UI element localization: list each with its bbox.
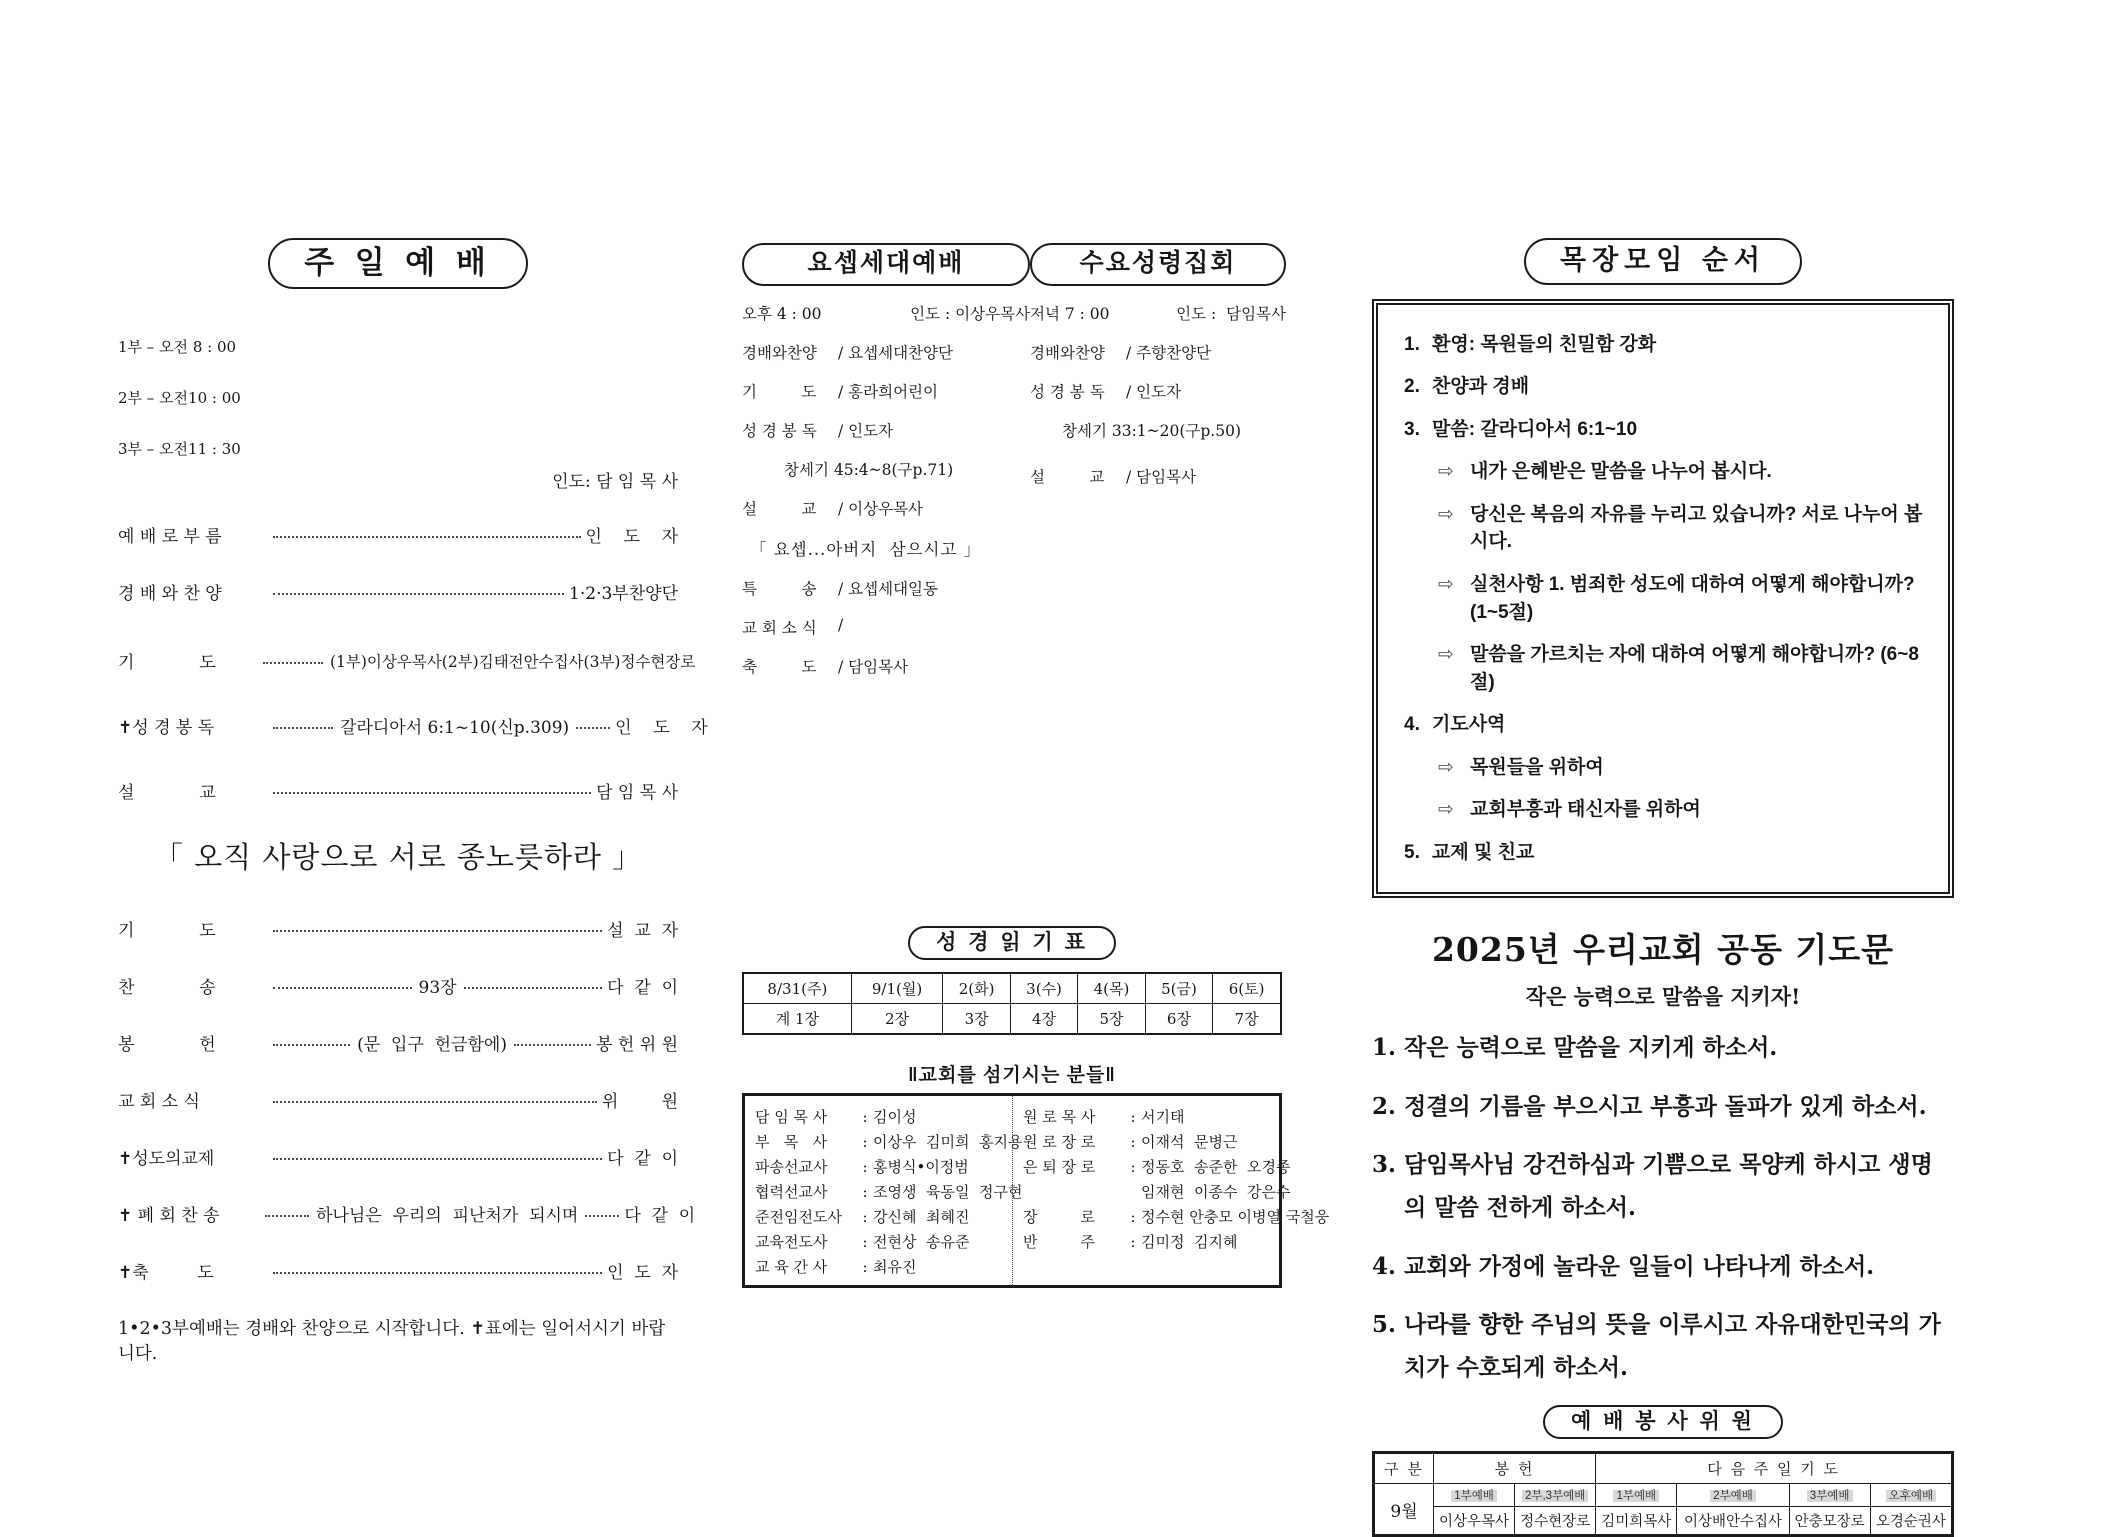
col-header: 다 음 주 일 기 도 [1596, 1453, 1953, 1484]
order-row [1030, 465, 1286, 487]
servant-names: 정수현 안충모 이병열 국철웅 [1141, 1208, 1330, 1226]
dotted-leader [273, 1158, 602, 1160]
order-label: 설 교 [118, 783, 216, 804]
item-text: 담임목사님 강건하심과 기쁨으로 목양케 하시고 생명의 말씀 전하게 하소서. [1404, 1151, 1933, 1221]
mokjang-order-box [1372, 299, 1954, 899]
order-right: 담 임 목 사 [596, 783, 678, 804]
order-label: ✝축 도 [118, 1263, 214, 1284]
servant-row [755, 1132, 1023, 1152]
item-text: 교회와 가정에 놀라운 일들이 나타나게 하소서. [1404, 1252, 1875, 1280]
service-time-2: 2부 – 오전10 : 00 [118, 389, 241, 408]
worship-committee-title: 예 배 봉 사 위 원 [1543, 1405, 1783, 1439]
committee-name: 오경순권사 [1870, 1507, 1952, 1536]
dotted-leader [273, 987, 412, 989]
servant-row [1023, 1132, 1271, 1152]
order-label: 설 교 [1030, 467, 1105, 486]
service-col-header: 오후예배 [1870, 1484, 1952, 1507]
servant-names: 임재현 이종수 강은수 [1141, 1183, 1291, 1201]
service-times [118, 305, 241, 492]
bible-reading-section [742, 926, 1282, 1035]
item-text: 환영: 목원들의 친밀함 강화 [1432, 333, 1657, 355]
reading-chapter: 3장 [943, 1004, 1010, 1035]
committee-name: 정수현장로 [1515, 1507, 1596, 1536]
order-label: 찬 송 [118, 978, 216, 999]
order-right: 다 같 이 [624, 1206, 696, 1227]
item-number: 4. [1372, 1252, 1397, 1280]
servant-names: 최유진 [873, 1258, 917, 1276]
item-text: 나라를 향한 주님의 뜻을 이루시고 자유대한민국의 가치가 수호되게 하소서. [1404, 1311, 1941, 1381]
mokjang-item [1404, 331, 1928, 359]
colon: : [862, 1158, 868, 1176]
reading-day: 2(화) [943, 973, 1010, 1004]
reading-chapter: 6장 [1145, 1004, 1212, 1035]
servant-role: 준전임전도사 [755, 1208, 842, 1226]
order-label: 예 배 로 부 름 [118, 527, 222, 548]
dotted-leader [273, 1044, 350, 1046]
worship-committee-table [1372, 1451, 1954, 1537]
reading-chapter: 7장 [1213, 1004, 1281, 1035]
wednesday-time: 저녁 7 : 00 [1030, 304, 1110, 323]
mokjang-item [1404, 711, 1928, 739]
servant-names: 김이성 [873, 1108, 917, 1126]
order-row [118, 1030, 678, 1055]
order-label: 봉 헌 [118, 1035, 216, 1056]
service-time-3: 3부 – 오전11 : 30 [118, 440, 241, 459]
committee-name: 안충모장로 [1789, 1507, 1870, 1536]
servant-role: 파송선교사 [755, 1158, 828, 1176]
mokjang-subitem [1404, 458, 1928, 486]
order-value: / 주향찬양단 [1126, 343, 1212, 362]
dotted-leader [585, 1215, 619, 1217]
wednesday-service-title: 수요성령집회 [1030, 243, 1286, 286]
wednesday-leader: 인도 : 담임목사 [1176, 304, 1286, 323]
colon: : [862, 1108, 868, 1126]
item-number: 1. [1404, 333, 1420, 355]
order-right: 다 같 이 [607, 978, 679, 999]
dotted-leader [514, 1044, 591, 1046]
servant-names: 서기태 [1141, 1108, 1185, 1126]
bible-reading-table [742, 972, 1282, 1035]
sunday-order-list-2 [118, 916, 696, 1284]
order-row [118, 973, 678, 998]
common-prayer-section [1372, 924, 1954, 1389]
item-text: 정결의 기름을 부으시고 부흥과 돌파가 있게 하소서. [1404, 1092, 1927, 1120]
order-right: 1·2·3부찬양단 [569, 584, 678, 605]
month-cell: 9월 [1374, 1484, 1434, 1536]
joseph-order-list [742, 341, 1030, 677]
servant-names: 홍병식•이정범 [873, 1158, 969, 1176]
service-col-header: 3부예배 [1789, 1484, 1870, 1507]
order-row [1030, 341, 1286, 363]
colon: : [862, 1208, 868, 1226]
order-value: / 담임목사 [838, 657, 909, 676]
mokjang-subitem [1404, 571, 1928, 626]
item-text: 당신은 복음의 자유를 누리고 있습니까? 서로 나누어 봅시다. [1470, 503, 1923, 553]
order-label: 축 도 [742, 657, 817, 676]
order-label: 기 도 [118, 921, 216, 942]
worship-committee-section [1372, 1405, 1954, 1537]
dotted-leader [273, 727, 333, 729]
wednesday-order-list [1030, 341, 1286, 487]
order-value: / 요셉세대찬양단 [838, 343, 953, 362]
reading-day: 5(금) [1145, 973, 1212, 1004]
prayer-item [1372, 1086, 1954, 1129]
order-right: 설 교 자 [607, 921, 678, 942]
dotted-leader [273, 536, 581, 538]
item-text: 찬양과 경배 [1432, 376, 1530, 398]
arrow-icon: ⇨ [1438, 573, 1454, 595]
servant-row [1023, 1232, 1271, 1252]
order-mid: (문 입구 헌금함에) [357, 1035, 507, 1056]
prayer-item [1372, 1246, 1954, 1289]
order-row [118, 648, 696, 674]
prayer-subtitle: 작은 능력으로 말씀을 지키자! [1525, 984, 1801, 1010]
colon [1125, 1182, 1141, 1202]
item-text: 말씀: 갈라디아서 6:1~10 [1432, 418, 1638, 440]
dotted-leader [263, 662, 323, 664]
order-row [742, 577, 1030, 599]
item-text: 교제 및 친교 [1432, 841, 1535, 863]
colon: : [1130, 1158, 1136, 1176]
order-mid: 하나님은 우리의 피난처가 되시며 [316, 1206, 579, 1227]
service-time-1: 1부 – 오전 8 : 00 [118, 338, 237, 357]
mokjang-subitem [1404, 796, 1928, 824]
sermon-title-quote: 「 오직 사랑으로 서로 종노릇하라 」 [153, 840, 643, 875]
servant-row [755, 1207, 1004, 1227]
item-number: 5. [1404, 841, 1420, 863]
mokjang-subitem [1404, 501, 1928, 556]
joseph-time: 오후 4 : 00 [742, 304, 822, 323]
church-servants-section [742, 1060, 1330, 1288]
mokjang-item [1404, 416, 1928, 444]
item-number: 1. [1372, 1034, 1397, 1062]
wednesday-meta [1030, 302, 1286, 324]
servant-role: 원 로 목 사 [1023, 1108, 1096, 1126]
order-label: 설 교 [742, 499, 817, 518]
prayer-list [1372, 1027, 1954, 1389]
servant-row [755, 1157, 1004, 1177]
mokjang-item [1404, 839, 1928, 867]
order-right: 인 도 자 [607, 1263, 678, 1284]
servant-role: 협력선교사 [755, 1183, 828, 1201]
joseph-service-title: 요셉세대예배 [742, 243, 1030, 286]
committee-name: 이상배안수집사 [1677, 1507, 1789, 1536]
reading-chapter: 계 1장 [743, 1004, 851, 1035]
arrow-icon: ⇨ [1438, 461, 1454, 483]
reading-day: 3(수) [1010, 973, 1077, 1004]
joseph-meta [742, 302, 1030, 324]
reading-chapters-row [743, 1004, 1281, 1035]
colon: : [862, 1258, 868, 1276]
order-value: / 담임목사 [1126, 467, 1197, 486]
order-row [742, 497, 1030, 519]
mokjang-title: 목장모임 순서 [1524, 238, 1802, 285]
service-col-header: 1부예배 [1434, 1484, 1515, 1507]
joseph-sermon-quote: 「 요셉...아버지 삼으시고 」 [750, 539, 982, 559]
servant-row [755, 1107, 1004, 1127]
item-number: 3. [1372, 1151, 1397, 1179]
order-right: 위 원 [601, 1092, 678, 1113]
sunday-footnote: 1•2•3부예배는 경배와 찬양으로 시작합니다. ✝표에는 일어서시기 바랍니다. [118, 1319, 666, 1365]
servant-names: 김미정 김지혜 [1141, 1233, 1238, 1251]
order-row [118, 713, 708, 739]
item-text: 교회부흥과 태신자를 위하여 [1470, 799, 1701, 821]
joseph-leader: 인도 : 이상우목사 [910, 304, 1030, 323]
order-label: 교 회 소 식 [742, 618, 817, 637]
servant-row [755, 1257, 1004, 1277]
order-right: 봉 헌 위 원 [596, 1035, 678, 1056]
arrow-icon: ⇨ [1438, 756, 1454, 778]
order-label: ✝성 경 봉 독 [118, 718, 215, 739]
committee-name: 이상우목사 [1434, 1507, 1515, 1536]
order-row [742, 655, 1030, 677]
order-row [742, 616, 1030, 638]
colon: : [862, 1233, 868, 1251]
servant-role: 은 퇴 장 로 [1023, 1158, 1096, 1176]
wednesday-scripture: 창세기 33:1~20(구p.50) [1062, 421, 1242, 440]
order-label: 기 도 [742, 382, 817, 401]
reading-chapter: 5장 [1078, 1004, 1145, 1035]
committee-name: 김미희목사 [1596, 1507, 1677, 1536]
servant-names: 강신혜 최혜진 [873, 1208, 970, 1226]
dotted-leader [464, 987, 603, 989]
bible-reading-title: 성 경 읽 기 표 [908, 926, 1116, 960]
colon: : [1130, 1133, 1136, 1151]
sunday-leader: 인도: 담 임 목 사 [552, 472, 678, 493]
item-number: 3. [1404, 418, 1420, 440]
item-number: 2. [1404, 376, 1420, 398]
order-label: 경배와찬양 [1030, 343, 1105, 362]
item-number: 4. [1404, 714, 1420, 736]
order-right: 인 도 자 [585, 527, 678, 548]
colon: : [1130, 1208, 1136, 1226]
order-label: 교 회 소 식 [118, 1092, 200, 1113]
committee-group-row [1374, 1453, 1953, 1484]
wednesday-service-section [1030, 243, 1286, 487]
mokjang-subitem [1404, 754, 1928, 782]
service-col-header: 2부,3부예배 [1515, 1484, 1596, 1507]
dotted-leader [273, 792, 591, 794]
item-text: 말씀을 가르치는 자에 대하여 어떻게 해야합니까? (6~8절) [1470, 644, 1919, 693]
joseph-scripture: 창세기 45:4~8(구p.71) [784, 460, 954, 479]
reading-day: 4(목) [1078, 973, 1145, 1004]
servant-names: 전현상 송유준 [873, 1233, 970, 1251]
servant-role: 교 육 간 사 [755, 1258, 828, 1276]
dotted-leader [265, 1215, 309, 1217]
servant-row [1023, 1107, 1271, 1127]
order-value: / 인도자 [838, 421, 894, 440]
church-servants-title: ‖교회를 섬기시는 분들‖ [908, 1065, 1116, 1086]
servants-right-column [1012, 1096, 1330, 1285]
arrow-icon: ⇨ [1438, 503, 1454, 525]
dotted-leader [273, 930, 602, 932]
order-label: 기 도 [118, 653, 216, 674]
dotted-leader [576, 727, 610, 729]
servant-names: 이상우 김미희 홍지용 [873, 1133, 1023, 1151]
col-header: 봉 헌 [1434, 1453, 1596, 1484]
order-label: ✝ 폐 회 찬 송 [118, 1206, 220, 1227]
church-servants-table [742, 1093, 1330, 1288]
sunday-order-list [118, 522, 708, 804]
col-header: 구 분 [1374, 1453, 1434, 1484]
servant-role: 장 로 [1023, 1208, 1095, 1226]
service-col-header: 1부예배 [1596, 1484, 1677, 1507]
colon: : [862, 1183, 868, 1201]
prayer-title: 2025년 우리교회 공동 기도문 [1431, 930, 1895, 970]
servant-row [1023, 1207, 1330, 1227]
servant-row [755, 1182, 1023, 1202]
sunday-worship-title: 주 일 예 배 [268, 238, 528, 289]
right-column [1372, 238, 1954, 1537]
servant-row [1023, 1157, 1291, 1177]
committee-names-row [1374, 1507, 1953, 1536]
joseph-service-section [742, 243, 1030, 677]
order-row [742, 380, 1030, 402]
prayer-item [1372, 1144, 1954, 1229]
servants-left-column [745, 1096, 1023, 1285]
item-text: 실천사항 1. 범죄한 성도에 대하여 어떻게 해야합니까? (1~5절) [1470, 573, 1915, 623]
order-value: / [838, 615, 844, 634]
item-text: 작은 능력으로 말씀을 지키게 하소서. [1404, 1034, 1778, 1062]
sunday-worship-section [118, 238, 708, 1365]
item-text: 목원들을 위하여 [1470, 756, 1604, 778]
order-value: / 홍라희어린이 [838, 382, 938, 401]
order-row [118, 1258, 678, 1283]
order-row [1030, 380, 1286, 402]
order-label: 성 경 봉 독 [742, 421, 817, 440]
order-row [118, 1144, 678, 1169]
arrow-icon: ⇨ [1438, 644, 1454, 666]
order-row [742, 419, 1030, 441]
servant-names: 정동호 송준한 오경종 [1141, 1158, 1291, 1176]
prayer-item [1372, 1304, 1954, 1389]
dotted-leader [273, 1101, 597, 1103]
servant-names: 이재석 문병근 [1141, 1133, 1238, 1151]
order-row [742, 341, 1030, 363]
prayer-item [1372, 1027, 1954, 1070]
servant-role [1023, 1182, 1125, 1202]
reading-chapter: 4장 [1010, 1004, 1077, 1035]
servant-role: 원 로 장 로 [1023, 1133, 1096, 1151]
servant-row [1023, 1182, 1291, 1202]
order-row [118, 579, 678, 604]
order-row [118, 522, 678, 547]
order-mid: 갈라디아서 6:1~10(신p.309) [340, 718, 570, 739]
colon: : [1130, 1233, 1136, 1251]
committee-subheader-row [1374, 1484, 1953, 1507]
servant-role: 담 임 목 사 [755, 1108, 828, 1126]
dotted-leader [273, 593, 564, 595]
reading-chapter: 2장 [851, 1004, 943, 1035]
arrow-icon: ⇨ [1438, 799, 1454, 821]
servant-row [755, 1232, 1004, 1252]
item-number: 2. [1372, 1092, 1397, 1120]
mokjang-subitem [1404, 641, 1928, 696]
order-row [118, 778, 678, 803]
servant-role: 교육전도사 [755, 1233, 828, 1251]
colon: : [862, 1133, 868, 1151]
item-text: 내가 은혜받은 말씀을 나누어 봅시다. [1470, 461, 1772, 483]
reading-days-row [743, 973, 1281, 1004]
order-label: 특 송 [742, 579, 817, 598]
order-label: ✝성도의교제 [118, 1149, 215, 1170]
item-text: 기도사역 [1432, 714, 1506, 736]
item-number: 5. [1372, 1311, 1397, 1339]
order-row [118, 1201, 696, 1227]
order-label: 경 배 와 찬 양 [118, 584, 222, 605]
order-label: 성 경 봉 독 [1030, 382, 1105, 401]
order-mid: (1부)이상우목사(2부)김태전안수집사(3부)정수현장로 [330, 652, 696, 671]
order-label: 경배와찬양 [742, 343, 817, 362]
order-value: / 인도자 [1126, 382, 1182, 401]
mokjang-item [1404, 373, 1928, 401]
order-row [118, 1087, 678, 1112]
servant-role: 반 주 [1023, 1233, 1095, 1251]
sunday-meta [118, 305, 678, 492]
service-col-header: 2부예배 [1677, 1484, 1789, 1507]
reading-day: 9/1(월) [851, 973, 943, 1004]
dotted-leader [273, 1272, 602, 1274]
servant-names: 조영생 육동일 정구현 [873, 1183, 1023, 1201]
order-row [118, 916, 678, 941]
order-right: 다 같 이 [607, 1149, 678, 1170]
colon: : [1130, 1108, 1136, 1126]
order-mid: 93장 [418, 978, 457, 999]
servant-role: 부 목 사 [755, 1133, 828, 1151]
order-value: / 이상우목사 [838, 499, 924, 518]
order-right: 인 도 자 [615, 718, 708, 739]
reading-day: 6(토) [1213, 973, 1281, 1004]
order-value: / 요셉세대일동 [838, 579, 938, 598]
reading-day: 8/31(주) [743, 973, 851, 1004]
